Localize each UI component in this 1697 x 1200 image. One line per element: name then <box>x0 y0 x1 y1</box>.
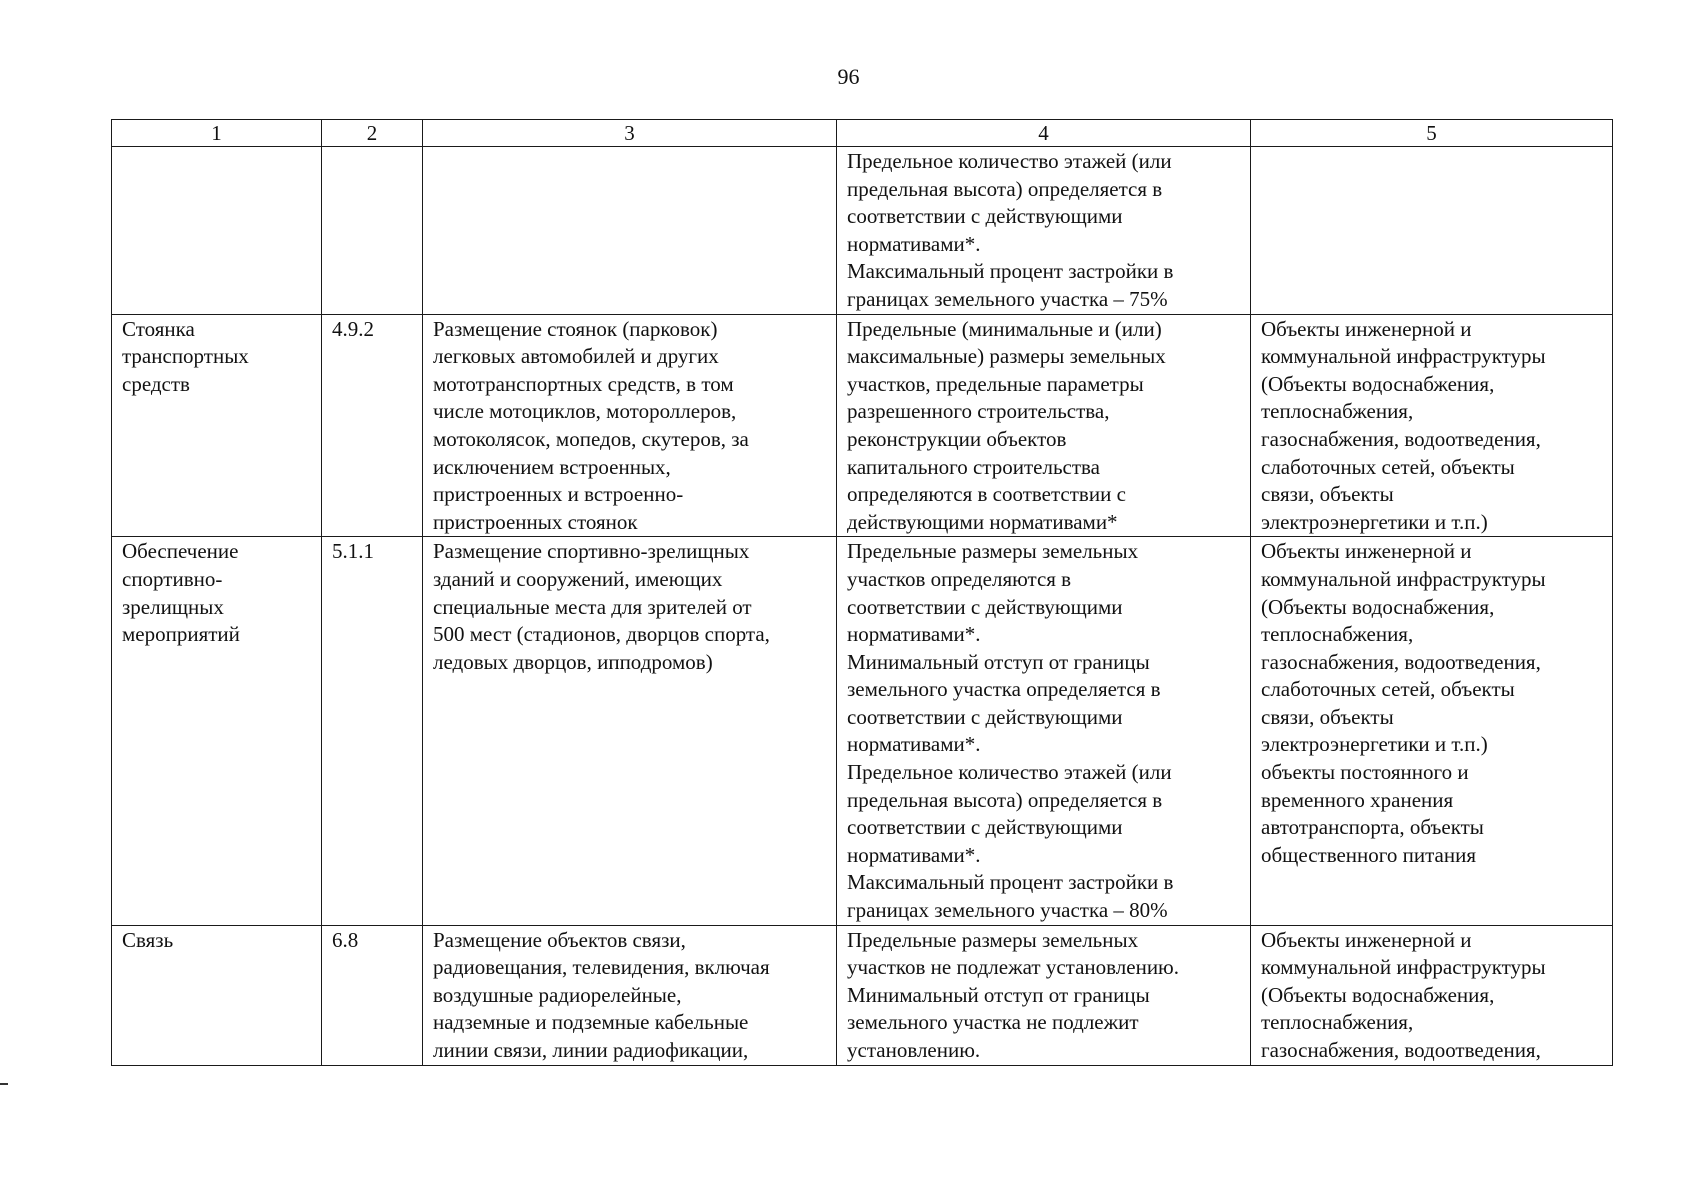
description-line: линии связи, линии радиофикации, <box>433 1038 749 1062</box>
auxiliary-line: теплоснабжения, <box>1261 399 1414 424</box>
description-line: легковых автомобилей и других <box>433 344 719 369</box>
use-name-cell <box>112 925 322 1065</box>
parameters-line: максимальные) размеры земельных <box>847 344 1166 369</box>
auxiliary-line: (Объекты водоснабжения, <box>1261 594 1495 619</box>
permitted-use-table <box>111 119 1613 1066</box>
parameters-line: нормативами*. <box>847 231 981 256</box>
parameters-line: нормативами*. <box>847 732 981 757</box>
auxiliary-line: электроэнергетики и т.п.) <box>1261 732 1488 757</box>
table-row <box>112 147 1613 315</box>
column-header: 1 <box>112 120 322 147</box>
auxiliary-line: слаботочных сетей, объекты <box>1261 454 1515 479</box>
parameters-line: земельного участка не подлежит <box>847 1010 1139 1035</box>
auxiliary-line: теплоснабжения, <box>1261 622 1414 647</box>
description-line: надземные и подземные кабельные <box>433 1010 749 1035</box>
auxiliary-line: газоснабжения, водоотведения, <box>1261 1038 1541 1062</box>
description-line: 500 мест (стадионов, дворцов спорта, <box>433 622 770 647</box>
column-header: 2 <box>322 120 423 147</box>
parameters-line: Максимальный процент застройки в <box>847 259 1174 284</box>
use-name-line: Связь <box>122 927 174 952</box>
use-name-line: спортивно- <box>122 566 223 591</box>
parameters-line: Максимальный процент застройки в <box>847 870 1174 895</box>
auxiliary-line: автотранспорта, объекты <box>1261 815 1484 840</box>
description-line: исключением встроенных, <box>433 454 671 479</box>
parameters-line: капитального строительства <box>847 454 1100 479</box>
description-line: числе мотоциклов, мотороллеров, <box>433 399 737 424</box>
parameters-line: действующими нормативами* <box>847 509 1118 534</box>
parameters-line: предельная высота) определяется в <box>847 176 1163 201</box>
use-name-cell <box>112 537 322 925</box>
parameters-line: участков не подлежат установлению. <box>847 955 1179 980</box>
auxiliary-uses-cell <box>1251 147 1613 315</box>
parameters-line: нормативами*. <box>847 622 981 647</box>
description-line: специальные места для зрителей от <box>433 594 752 619</box>
parameters-line: Предельное количество этажей (или <box>847 760 1172 785</box>
use-name-line: зрелищных <box>122 594 224 619</box>
auxiliary-uses-cell <box>1251 537 1613 925</box>
auxiliary-line: общественного питания <box>1261 842 1476 867</box>
table-row <box>112 314 1613 537</box>
auxiliary-line: связи, объекты <box>1261 704 1394 729</box>
use-name-line: транспортных <box>122 344 249 369</box>
description-line: Размещение спортивно-зрелищных <box>433 539 750 564</box>
parameters-line: земельного участка определяется в <box>847 677 1161 702</box>
parameters-line: Предельные размеры земельных <box>847 539 1139 564</box>
description-line: радиовещания, телевидения, включая <box>433 955 770 980</box>
description-line: зданий и сооружений, имеющих <box>433 566 723 591</box>
parameters-line: соответствии с действующими <box>847 204 1123 229</box>
description-line: ледовых дворцов, ипподромов) <box>433 649 713 674</box>
auxiliary-line: коммунальной инфраструктуры <box>1261 955 1546 980</box>
parameters-line: Минимальный отступ от границы <box>847 982 1150 1007</box>
parameters-line: нормативами*. <box>847 842 981 867</box>
use-code-cell: 4.9.2 <box>322 314 423 537</box>
parameters-line: соответствии с действующими <box>847 594 1123 619</box>
auxiliary-line: связи, объекты <box>1261 482 1394 507</box>
scan-edge-mark <box>0 1083 8 1085</box>
description-line: Размещение стоянок (парковок) <box>433 316 718 341</box>
parameters-line: участков определяются в <box>847 566 1072 591</box>
auxiliary-line: Объекты инженерной и <box>1261 539 1472 564</box>
auxiliary-line: теплоснабжения, <box>1261 1010 1414 1035</box>
parameters-line: определяются в соответствии с <box>847 482 1126 507</box>
description-line: воздушные радиорелейные, <box>433 982 682 1007</box>
column-header: 4 <box>837 120 1251 147</box>
parameters-line: соответствии с действующими <box>847 815 1123 840</box>
description-line: мототранспортных средств, в том <box>433 371 734 396</box>
description-line: мотоколясок, мопедов, скутеров, за <box>433 426 749 451</box>
parameters-line: разрешенного строительства, <box>847 399 1110 424</box>
auxiliary-uses-cell <box>1251 314 1613 537</box>
column-header: 3 <box>423 120 837 147</box>
use-name-line: мероприятий <box>122 622 240 647</box>
parameters-line: предельная высота) определяется в <box>847 787 1163 812</box>
auxiliary-line: Объекты инженерной и <box>1261 316 1472 341</box>
auxiliary-line: коммунальной инфраструктуры <box>1261 566 1546 591</box>
use-code-cell: 6.8 <box>322 925 423 1065</box>
auxiliary-line: (Объекты водоснабжения, <box>1261 371 1495 396</box>
table-row <box>112 537 1613 925</box>
parameters-line: установлению. <box>847 1038 981 1062</box>
use-name-line: Обеспечение <box>122 539 239 564</box>
use-name-cell <box>112 147 322 315</box>
auxiliary-line: объекты постоянного и <box>1261 760 1469 785</box>
parameters-cell <box>837 537 1251 925</box>
parameters-cell <box>837 925 1251 1065</box>
auxiliary-line: Объекты инженерной и <box>1261 927 1472 952</box>
auxiliary-line: газоснабжения, водоотведения, <box>1261 426 1541 451</box>
auxiliary-line: коммунальной инфраструктуры <box>1261 344 1546 369</box>
auxiliary-line: слаботочных сетей, объекты <box>1261 677 1515 702</box>
parameters-line: реконструкции объектов <box>847 426 1067 451</box>
use-name-line: Стоянка <box>122 316 195 341</box>
use-description-cell <box>423 537 837 925</box>
table-row <box>112 925 1613 1065</box>
auxiliary-uses-cell <box>1251 925 1613 1065</box>
use-name-line: средств <box>122 371 190 396</box>
parameters-line: Предельное количество этажей (или <box>847 149 1172 173</box>
parameters-cell <box>837 147 1251 315</box>
auxiliary-line: (Объекты водоснабжения, <box>1261 982 1495 1007</box>
description-line: пристроенных и встроенно- <box>433 482 684 507</box>
use-description-cell <box>423 925 837 1065</box>
page-number: 96 <box>837 64 860 89</box>
description-line: Размещение объектов связи, <box>433 927 686 952</box>
parameters-cell <box>837 314 1251 537</box>
use-name-cell <box>112 314 322 537</box>
use-description-cell <box>423 147 837 315</box>
auxiliary-line: электроэнергетики и т.п.) <box>1261 509 1488 534</box>
column-header: 5 <box>1251 120 1613 147</box>
parameters-line: Предельные размеры земельных <box>847 927 1139 952</box>
header-row <box>112 120 1613 147</box>
use-description-cell <box>423 314 837 537</box>
parameters-line: соответствии с действующими <box>847 704 1123 729</box>
description-line: пристроенных стоянок <box>433 509 638 534</box>
parameters-line: участков, предельные параметры <box>847 371 1144 396</box>
parameters-line: границах земельного участка – 75% <box>847 286 1168 311</box>
auxiliary-line: временного хранения <box>1261 787 1454 812</box>
parameters-line: Минимальный отступ от границы <box>847 649 1150 674</box>
use-code-cell: 5.1.1 <box>322 537 423 925</box>
auxiliary-line: газоснабжения, водоотведения, <box>1261 649 1541 674</box>
parameters-line: границах земельного участка – 80% <box>847 898 1168 923</box>
use-code-cell <box>322 147 423 315</box>
parameters-line: Предельные (минимальные и (или) <box>847 316 1162 341</box>
